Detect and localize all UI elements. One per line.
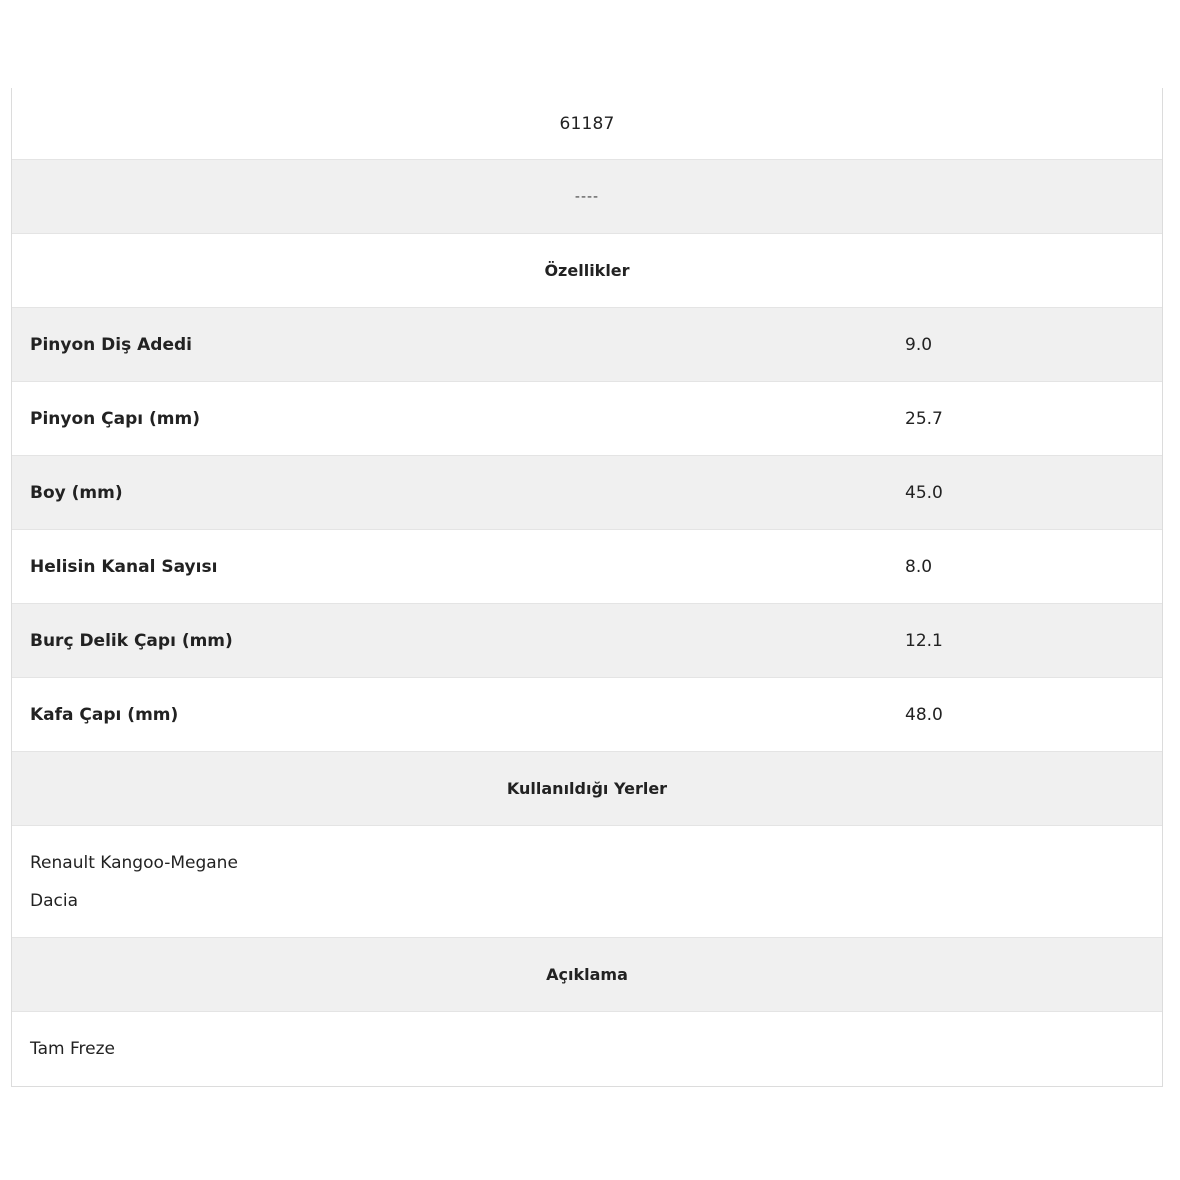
product-code-row xyxy=(12,88,1162,160)
description-text: Tam Freze xyxy=(30,1039,115,1059)
spec-value: 48.0 xyxy=(905,704,943,725)
usage-item: Renault Kangoo-Megane xyxy=(30,852,238,873)
spec-label: Helisin Kanal Sayısı xyxy=(30,556,218,577)
description-header: Açıklama xyxy=(546,965,628,984)
product-spec-table xyxy=(11,88,1163,1087)
spec-row xyxy=(12,456,1162,530)
product-dashes-row xyxy=(12,160,1162,234)
spec-label: Pinyon Diş Adedi xyxy=(30,334,192,355)
spec-value: 25.7 xyxy=(905,408,943,429)
spec-row xyxy=(12,678,1162,752)
spec-label: Burç Delik Çapı (mm) xyxy=(30,630,233,651)
spec-row xyxy=(12,530,1162,604)
spec-value: 9.0 xyxy=(905,334,933,355)
description-header-row xyxy=(12,938,1162,1012)
product-code: 61187 xyxy=(559,113,615,134)
description-row xyxy=(12,1012,1162,1086)
product-dashes: ---- xyxy=(574,188,600,205)
spec-row xyxy=(12,604,1162,678)
spec-label: Boy (mm) xyxy=(30,482,123,503)
spec-value: 8.0 xyxy=(905,556,933,577)
usage-list xyxy=(12,844,238,920)
usage-header: Kullanıldığı Yerler xyxy=(506,779,668,798)
usage-list-row xyxy=(12,826,1162,938)
specs-header-row xyxy=(12,234,1162,308)
spec-label: Pinyon Çapı (mm) xyxy=(30,408,200,429)
spec-value: 12.1 xyxy=(905,630,943,651)
spec-value: 45.0 xyxy=(905,482,943,503)
spec-row xyxy=(12,308,1162,382)
usage-header-row xyxy=(12,752,1162,826)
usage-item: Dacia xyxy=(30,890,78,911)
spec-label: Kafa Çapı (mm) xyxy=(30,704,179,725)
spec-row xyxy=(12,382,1162,456)
specs-header: Özellikler xyxy=(544,261,630,280)
